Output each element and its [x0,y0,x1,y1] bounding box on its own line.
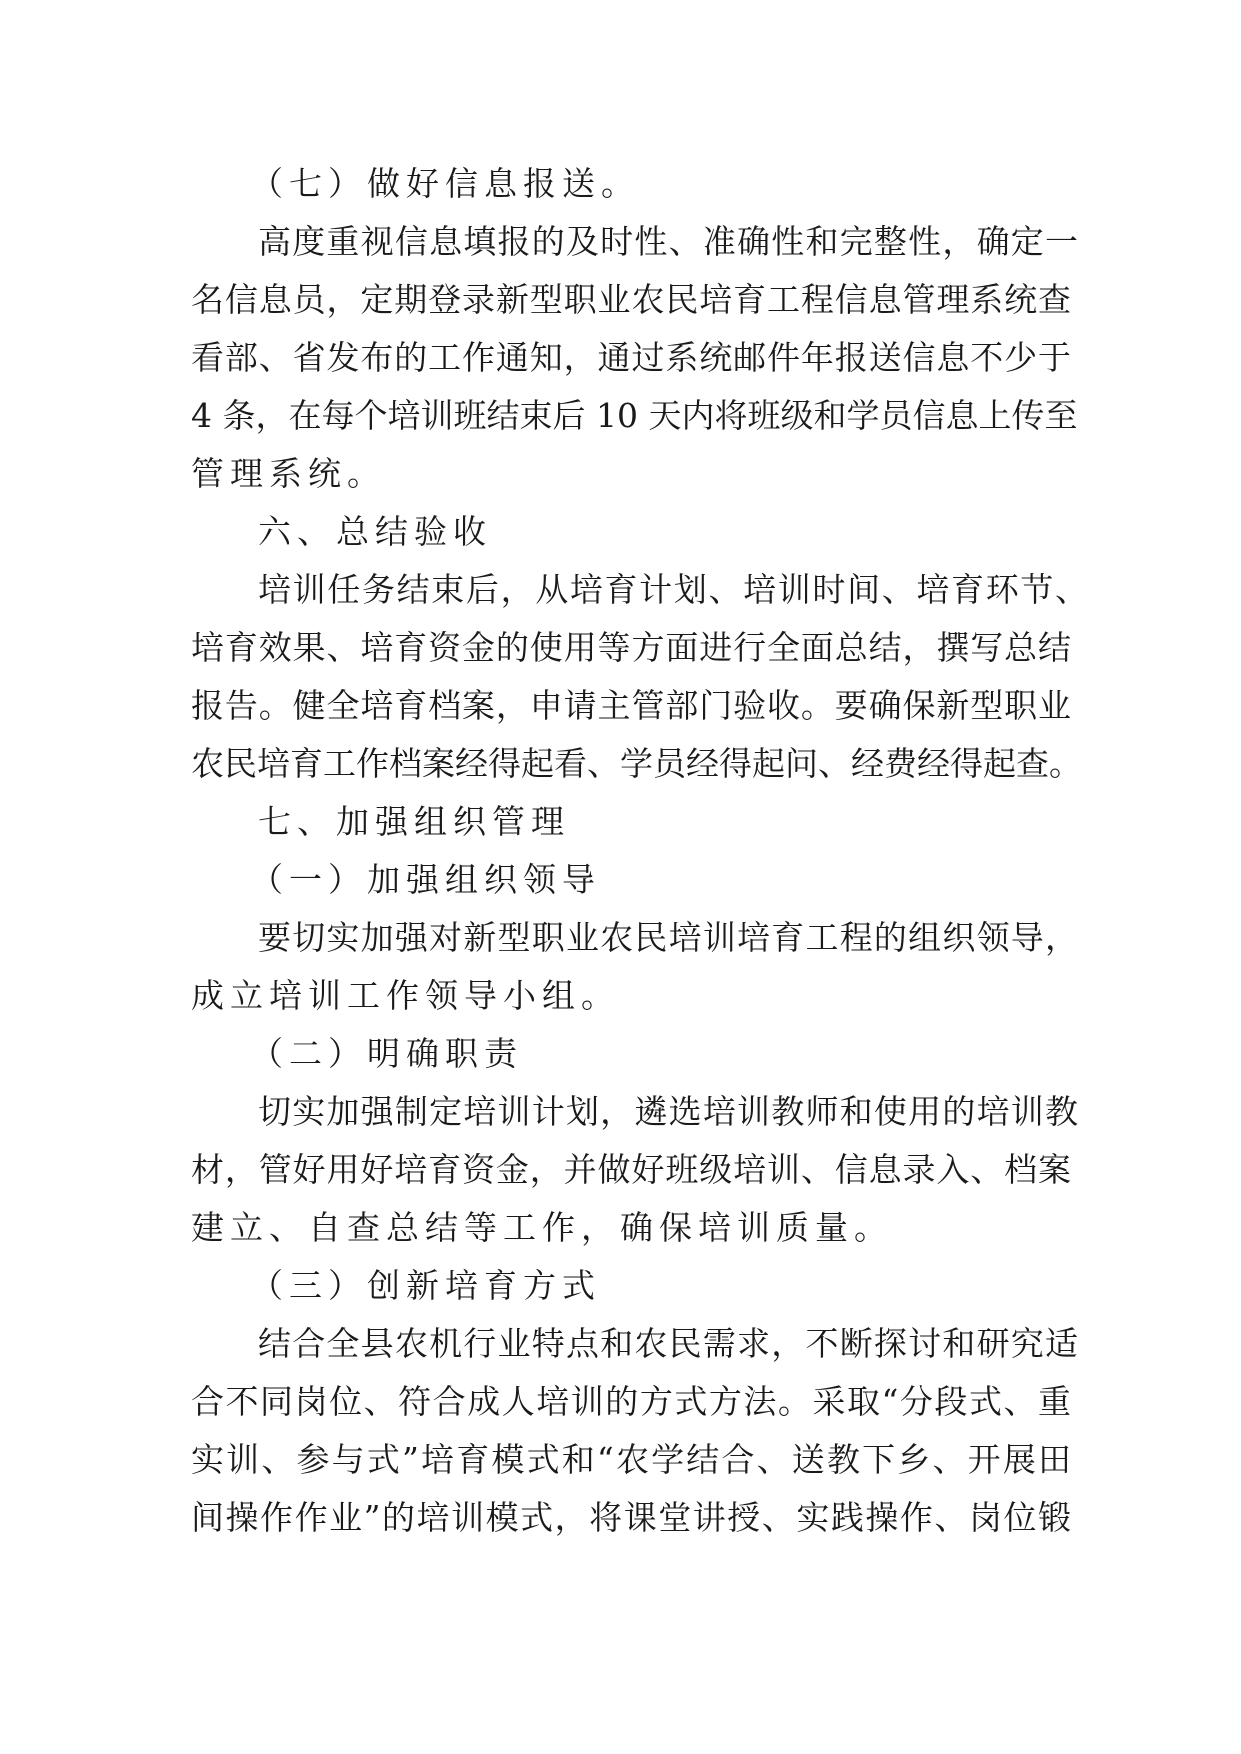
paragraph-line: 要切实加强对新型职业农民培训培育工程的组织领导， [258,918,1078,957]
subsection-heading-2: （二）明确职责 [250,1034,523,1073]
paragraph-line: 材，管好用好培育资金，并做好班级培训、信息录入、档案 [191,1150,1071,1189]
paragraph-line: 间操作作业”的培训模式，将课堂讲授、实践操作、岗位锻 [191,1498,1071,1537]
paragraph-line: 管理系统。 [191,454,386,493]
paragraph-line: 合不同岗位、符合成人培训的方式方法。采取“分段式、重 [191,1382,1071,1421]
subsection-heading-1: （一）加强组织领导 [250,860,601,899]
paragraph-line: 4 条，在每个培训班结束后 10 天内将班级和学员信息上传至 [191,396,1078,435]
section-heading-7: 七、加强组织管理 [258,802,570,841]
paragraph-line: 农民培育工作档案经得起看、学员经得起问、经费经得起查。 [191,744,1082,783]
subsection-heading-3: （三）创新培育方式 [250,1266,601,1305]
paragraph-line: 报告。健全培育档案，申请主管部门验收。要确保新型职业 [191,686,1071,725]
paragraph-line: 结合全县农机行业特点和农民需求，不断探讨和研究适 [258,1324,1078,1363]
paragraph-line: 看部、省发布的工作通知，通过系统邮件年报送信息不少于 [191,338,1071,377]
paragraph-line: 高度重视信息填报的及时性、准确性和完整性，确定一 [258,222,1078,261]
paragraph-line: 培训任务结束后，从培育计划、培训时间、培育环节、 [258,570,1088,609]
paragraph-line: 名信息员，定期登录新型职业农民培育工程信息管理系统查 [191,280,1071,319]
subsection-heading-7: （七）做好信息报送。 [250,164,640,203]
paragraph-line: 建立、自查总结等工作，确保培训质量。 [191,1208,893,1247]
section-heading-6: 六、总结验收 [258,512,492,551]
paragraph-line: 培育效果、培育资金的使用等方面进行全面总结，撰写总结 [191,628,1071,667]
paragraph-line: 切实加强制定培训计划，遴选培训教师和使用的培训教 [258,1092,1078,1131]
paragraph-line: 成立培训工作领导小组。 [191,976,620,1015]
paragraph-line: 实训、参与式”培育模式和“农学结合、送教下乡、开展田 [191,1440,1071,1479]
